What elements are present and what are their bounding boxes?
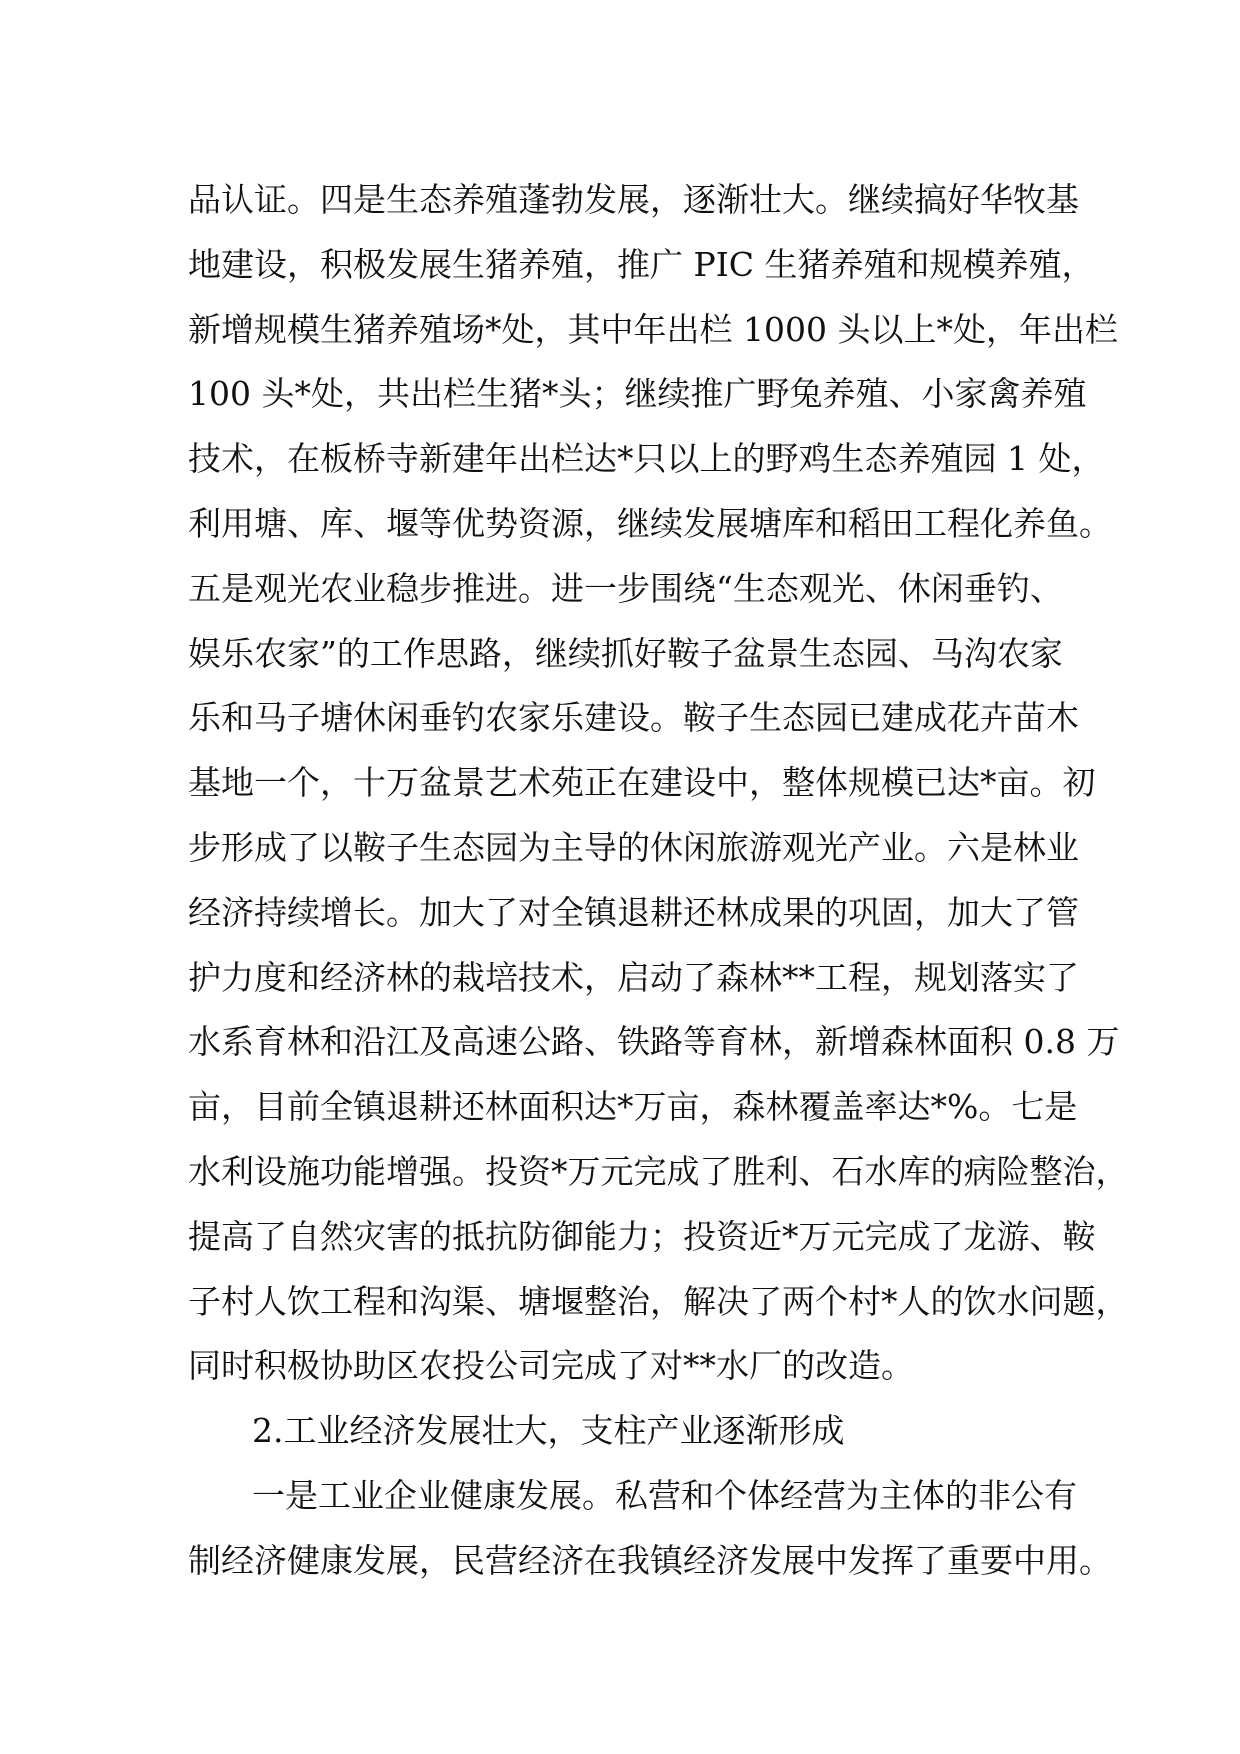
text-line: 五是观光农业稳步推进。进一步围绕“生态观光、休闲垂钓、 (188, 568, 1063, 608)
text-line: 子村人饮工程和沟渠、塘堰整治，解决了两个村*人的饮水问题， (188, 1281, 1129, 1321)
text-line: 技术，在板桥寺新建年出栏达*只以上的野鸡生态养殖园 1 处， (188, 439, 1105, 479)
text-line: 制经济健康发展，民营经济在我镇经济发展中发挥了重要中用。 (188, 1540, 1112, 1580)
text-line: 同时积极协助区农投公司完成了对**水厂的改造。 (188, 1346, 914, 1386)
text-line: 水系育林和沿江及高速公路、铁路等育林，新增森林面积 0.8 万 (188, 1022, 1120, 1062)
section-heading: 2.工业经济发展壮大，支柱产业逐渐形成 (252, 1411, 845, 1451)
text-line: 新增规模生猪养殖场*处，其中年出栏 1000 头以上*处，年出栏 (188, 309, 1118, 349)
text-line: 护力度和经济林的栽培技术，启动了森林**工程，规划落实了 (188, 957, 1079, 997)
text-line: 步形成了以鞍子生态园为主导的休闲旅游观光产业。六是林业 (188, 827, 1079, 867)
text-line: 一是工业企业健康发展。私营和个体经营为主体的非公有 (252, 1475, 1077, 1515)
body-text (188, 168, 1129, 1594)
text-line: 品认证。四是生态养殖蓬勃发展，逐渐壮大。继续搞好华牧基 (188, 180, 1079, 219)
text-line: 地建设，积极发展生猪养殖，推广 PIC 生猪养殖和规模养殖， (188, 244, 1095, 284)
text-line: 利用塘、库、堰等优势资源，继续发展塘库和稻田工程化养鱼。 (188, 503, 1112, 543)
text-line: 娱乐农家”的工作思路，继续抓好鞍子盆景生态园、马沟农家 (188, 633, 1063, 673)
text-line: 经济持续增长。加大了对全镇退耕还林成果的巩固，加大了管 (188, 892, 1079, 932)
text-line: 提高了自然灾害的抵抗防御能力；投资近*万元完成了龙游、鞍 (188, 1216, 1096, 1256)
text-line: 乐和马子塘休闲垂钓农家乐建设。鞍子生态园已建成花卉苗木 (188, 698, 1079, 738)
text-line: 基地一个，十万盆景艺术苑正在建设中，整体规模已达*亩。初 (188, 763, 1096, 803)
text-line: 亩，目前全镇退耕还林面积达*万亩，森林覆盖率达*%。七是 (188, 1087, 1078, 1127)
text-line: 100 头*处，共出栏生猪*头；继续推广野兔养殖、小家禽养殖 (188, 374, 1087, 414)
text-line: 水利设施功能增强。投资*万元完成了胜利、石水库的病险整治， (188, 1151, 1129, 1191)
